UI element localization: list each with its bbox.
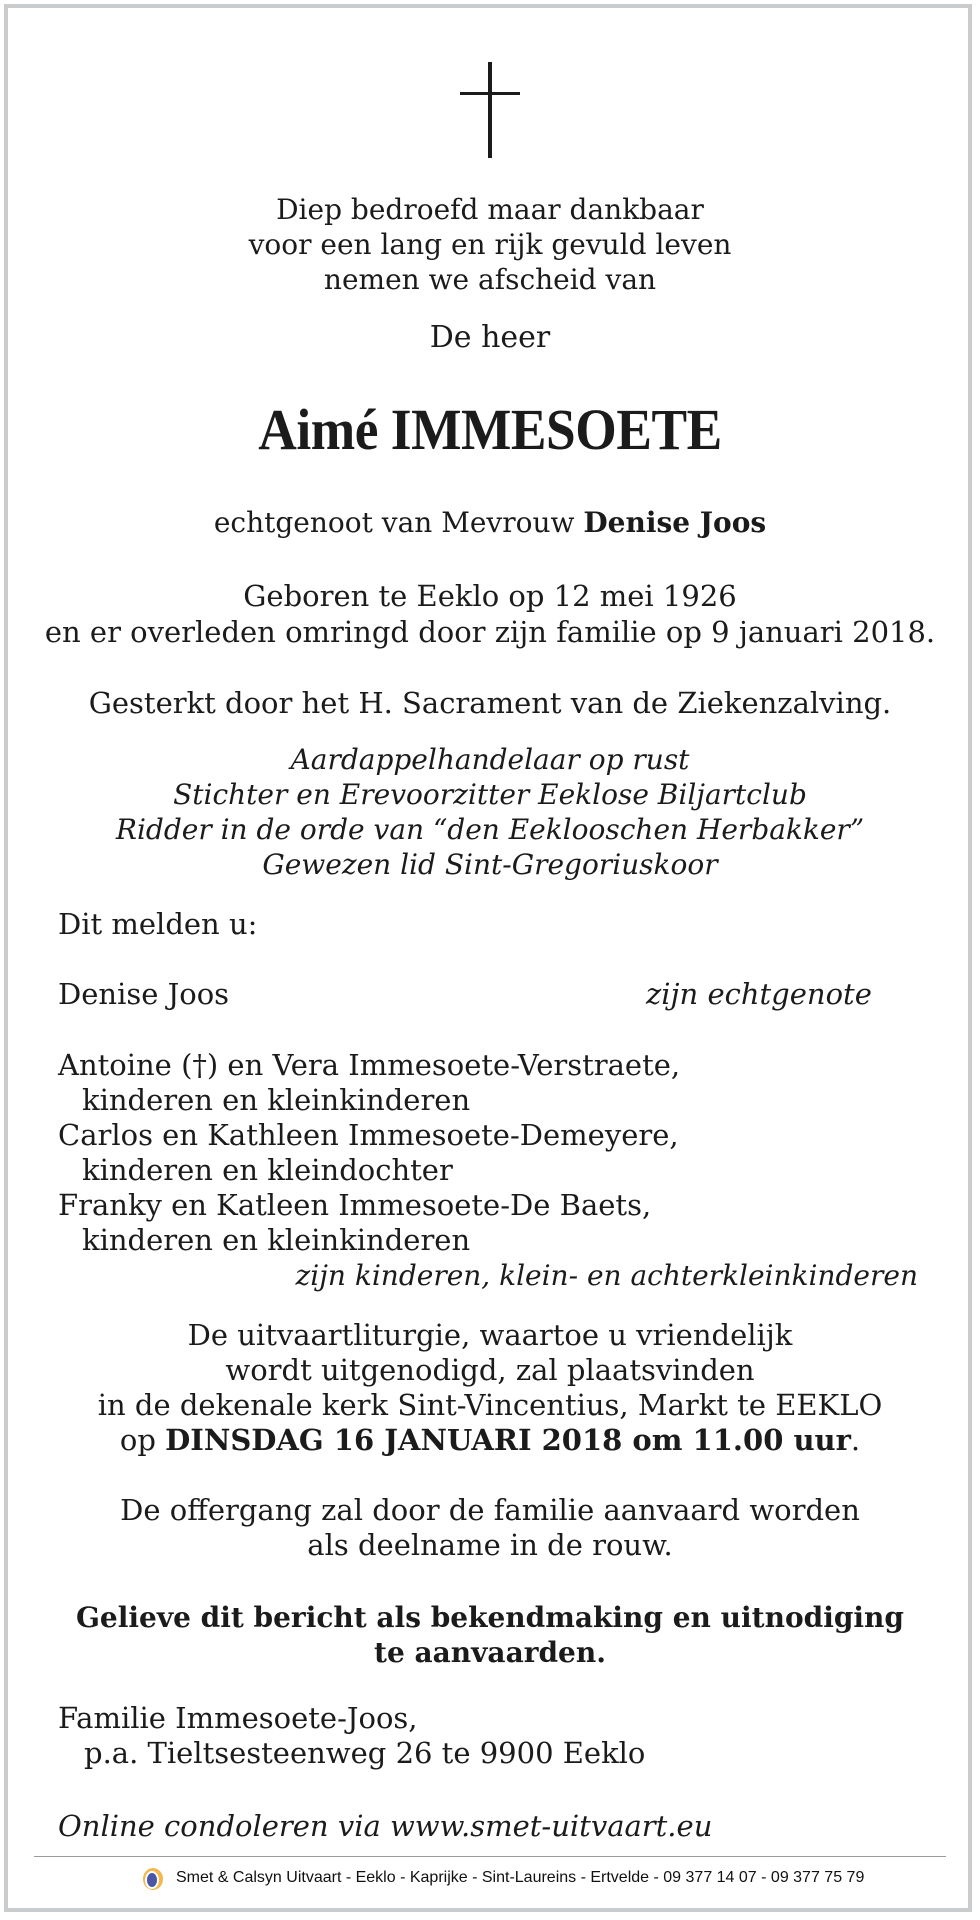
online-condolence: Online condoleren via www.smet-uitvaart.eu bbox=[58, 1809, 713, 1843]
family-line-1: Antoine (†) en Vera Immesoete-Verstraete, bbox=[58, 1048, 681, 1082]
family-line-6: kinderen en kleinkinderen bbox=[82, 1223, 471, 1257]
spouse-line bbox=[0, 505, 980, 541]
family-line-3: Carlos en Kathleen Immesoete-Demeyere, bbox=[58, 1118, 679, 1152]
deceased-name: Aimé IMMESOETE bbox=[258, 397, 722, 462]
liturgy-date-prefix: op bbox=[119, 1423, 166, 1457]
announce-line: Dit melden u: bbox=[58, 907, 258, 941]
spouse-prefix: echtgenoot van Mevrouw bbox=[213, 506, 584, 539]
liturgy-date: DINSDAG 16 JANUARI 2018 om 11.00 uur bbox=[165, 1423, 851, 1457]
footer-text: Smet & Calsyn Uitvaart - Eeklo - Kaprijke - Sint-Laureins - Ertvelde - 09 377 14 07 - 09 377 75 79 bbox=[176, 1869, 865, 1886]
family-role: zijn kinderen, klein- en achterkleinkinderen bbox=[295, 1259, 918, 1292]
role-line-4: Gewezen lid Sint-Gregoriuskoor bbox=[262, 848, 718, 881]
address-line-2: p.a. Tieltsesteenweg 26 te 9900 Eeklo bbox=[84, 1736, 646, 1770]
intro-line-1: Diep bedroefd maar dankbaar bbox=[276, 193, 704, 226]
notice-line-2: te aanvaarden. bbox=[374, 1636, 606, 1669]
notice-line-1: Gelieve dit bericht als bekendmaking en uitnodiging bbox=[76, 1601, 904, 1634]
liturgy-date-suffix: . bbox=[850, 1423, 861, 1457]
role-line-2: Stichter en Erevoorzitter Eeklose Biljartclub bbox=[173, 778, 807, 811]
liturgy-date-line bbox=[0, 1422, 980, 1458]
liturgy-line-3: in de dekenale kerk Sint-Vincentius, Markt te EEKLO bbox=[97, 1388, 883, 1422]
birth-line: Geboren te Eeklo op 12 mei 1926 bbox=[243, 579, 737, 613]
death-line: en er overleden omringd door zijn familie op 9 januari 2018. bbox=[44, 615, 936, 649]
role-line-1: Aardappelhandelaar op rust bbox=[290, 743, 690, 776]
spouse-survivor-role: zijn echtgenote bbox=[646, 977, 872, 1011]
intro-line-2: voor een lang en rijk gevuld leven bbox=[248, 228, 732, 261]
honorific: De heer bbox=[429, 320, 551, 355]
cross-icon bbox=[460, 62, 520, 158]
family-line-2: kinderen en kleinkinderen bbox=[82, 1083, 471, 1117]
offering-line-2: als deelname in de rouw. bbox=[307, 1528, 673, 1562]
funeral-home-logo-icon bbox=[140, 1865, 166, 1891]
offering-line-1: De offergang zal door de familie aanvaard worden bbox=[120, 1493, 860, 1527]
spouse-survivor-name: Denise Joos bbox=[58, 977, 230, 1011]
family-line-4: kinderen en kleindochter bbox=[82, 1153, 453, 1187]
address-line-1: Familie Immesoete-Joos, bbox=[58, 1701, 418, 1735]
family-line-5: Franky en Katleen Immesoete-De Baets, bbox=[58, 1188, 652, 1222]
liturgy-line-1: De uitvaartliturgie, waartoe u vriendelijk bbox=[187, 1318, 793, 1352]
intro-line-3: nemen we afscheid van bbox=[323, 263, 657, 296]
role-line-3: Ridder in de orde van “den Eeklooschen Herbakker” bbox=[115, 813, 865, 846]
liturgy-line-2: wordt uitgenodigd, zal plaatsvinden bbox=[225, 1353, 755, 1387]
spouse-name: Denise Joos bbox=[583, 506, 767, 539]
footer bbox=[140, 1864, 864, 1892]
footer-divider bbox=[34, 1856, 946, 1857]
sacrament-line: Gesterkt door het H. Sacrament van de Ziekenzalving. bbox=[88, 686, 892, 720]
